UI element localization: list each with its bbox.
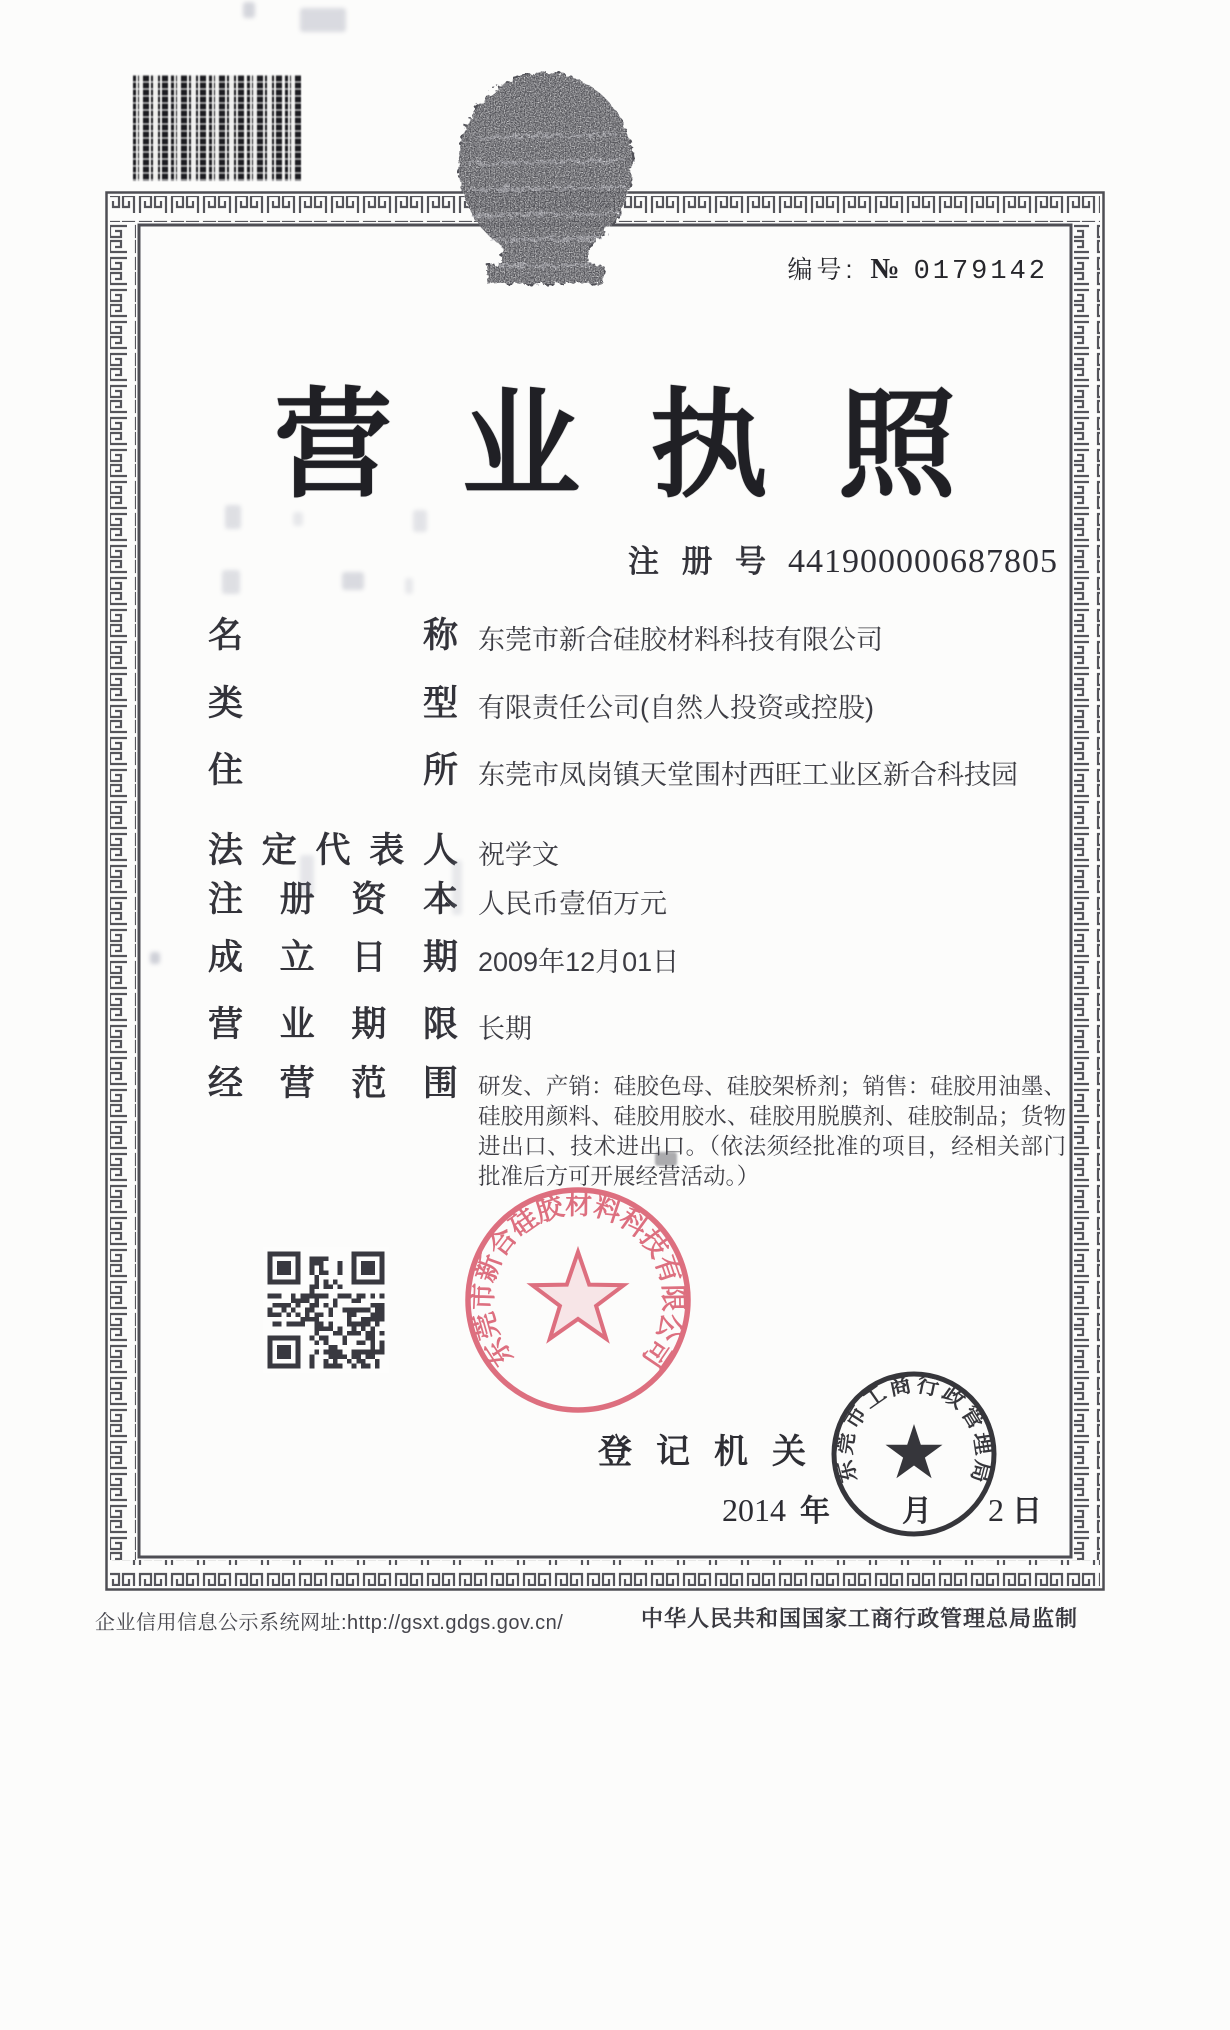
star-icon (886, 1424, 943, 1478)
date-day-char: 日 (1012, 1495, 1042, 1528)
document-title: 营业执照 (273, 380, 1026, 512)
serial-number (787, 250, 1048, 287)
field-value: 东莞市新合硅胶材料科技有限公司 (478, 625, 883, 655)
regno-value: 441900000687805 (788, 543, 1058, 580)
star-icon (532, 1252, 623, 1339)
field-label: 法定代表人 (208, 831, 458, 870)
barcode-icon (133, 75, 301, 181)
field-value: 长期 (478, 1014, 532, 1044)
scan-artifact (225, 505, 241, 529)
field-value: 有限责任公司(自然人投资或控股) (478, 693, 874, 723)
scan-artifact (655, 1152, 677, 1166)
serial-value: 0179142 (913, 257, 1048, 287)
scan-artifact (300, 855, 314, 895)
scan-artifact (300, 8, 346, 32)
scan-artifact (452, 860, 462, 915)
field-label: 营业期限 (208, 1005, 458, 1044)
field-label: 类型 (208, 684, 458, 723)
company-seal-text: 东莞市新合硅胶材料科技有限公司 (467, 1189, 689, 1374)
scan-artifact (342, 572, 364, 590)
field-label: 成立日期 (208, 938, 458, 977)
field-value: 研发、产销：硅胶色母、硅胶架桥剂；销售：硅胶用油墨、硅胶用颜料、硅胶用胶水、硅胶用脱膜剂、硅胶制品；货物进出口、技术进出口。（依法须经批准的项目，经相关部门批准后方可开展经营活动。） (478, 1074, 1066, 1190)
field-value: 人民币壹佰万元 (478, 889, 667, 919)
registration-number-row (628, 536, 1058, 581)
numero-sign: № (870, 253, 900, 285)
field-value: 2009年12月01日 (478, 947, 680, 977)
field-establish-date (208, 940, 1066, 980)
field-label: 经营范围 (208, 1064, 458, 1103)
date-day: 2 (988, 1492, 1004, 1528)
field-value: 东莞市凤岗镇天堂围村西旺工业区新合科技园 (478, 760, 1018, 790)
authority-seal (828, 1368, 1000, 1540)
field-address (208, 753, 1066, 793)
registration-authority-label: 登记机关 (598, 1433, 830, 1471)
company-seal (460, 1182, 696, 1418)
field-business-scope (208, 1066, 1066, 1193)
national-emblem-icon (438, 60, 653, 302)
scan-artifact (150, 952, 160, 964)
scan-artifact (413, 510, 427, 532)
footer-issuer: 中华人民共和国国家工商行政管理总局监制 (640, 1606, 1078, 1631)
qr-code-icon (263, 1247, 389, 1373)
field-value: 祝学文 (478, 840, 559, 870)
scan-artifact (222, 570, 240, 594)
field-reg-capital (208, 882, 1066, 922)
date-year-char: 年 (800, 1495, 830, 1528)
scan-artifact (293, 512, 303, 526)
field-name (208, 618, 1066, 658)
serial-label: 编号: (787, 256, 857, 284)
date-month-char: 月 (902, 1495, 932, 1528)
field-type (208, 686, 1066, 726)
field-label: 名称 (208, 616, 458, 655)
authority-seal-text: 东莞市工商行政管理局 (831, 1371, 997, 1486)
footer-public-system-url: 企业信用信息公示系统网址:http://gsxt.gdgs.gov.cn/ (95, 1612, 564, 1634)
scan-artifact (243, 2, 255, 18)
regno-label: 注册号 (628, 544, 766, 579)
field-business-term (208, 1007, 1066, 1047)
date-year: 2014 (722, 1492, 786, 1528)
field-label: 住所 (208, 751, 458, 790)
scan-artifact (405, 578, 413, 594)
field-legal-rep (208, 833, 1066, 873)
field-label: 注册资本 (208, 880, 458, 919)
